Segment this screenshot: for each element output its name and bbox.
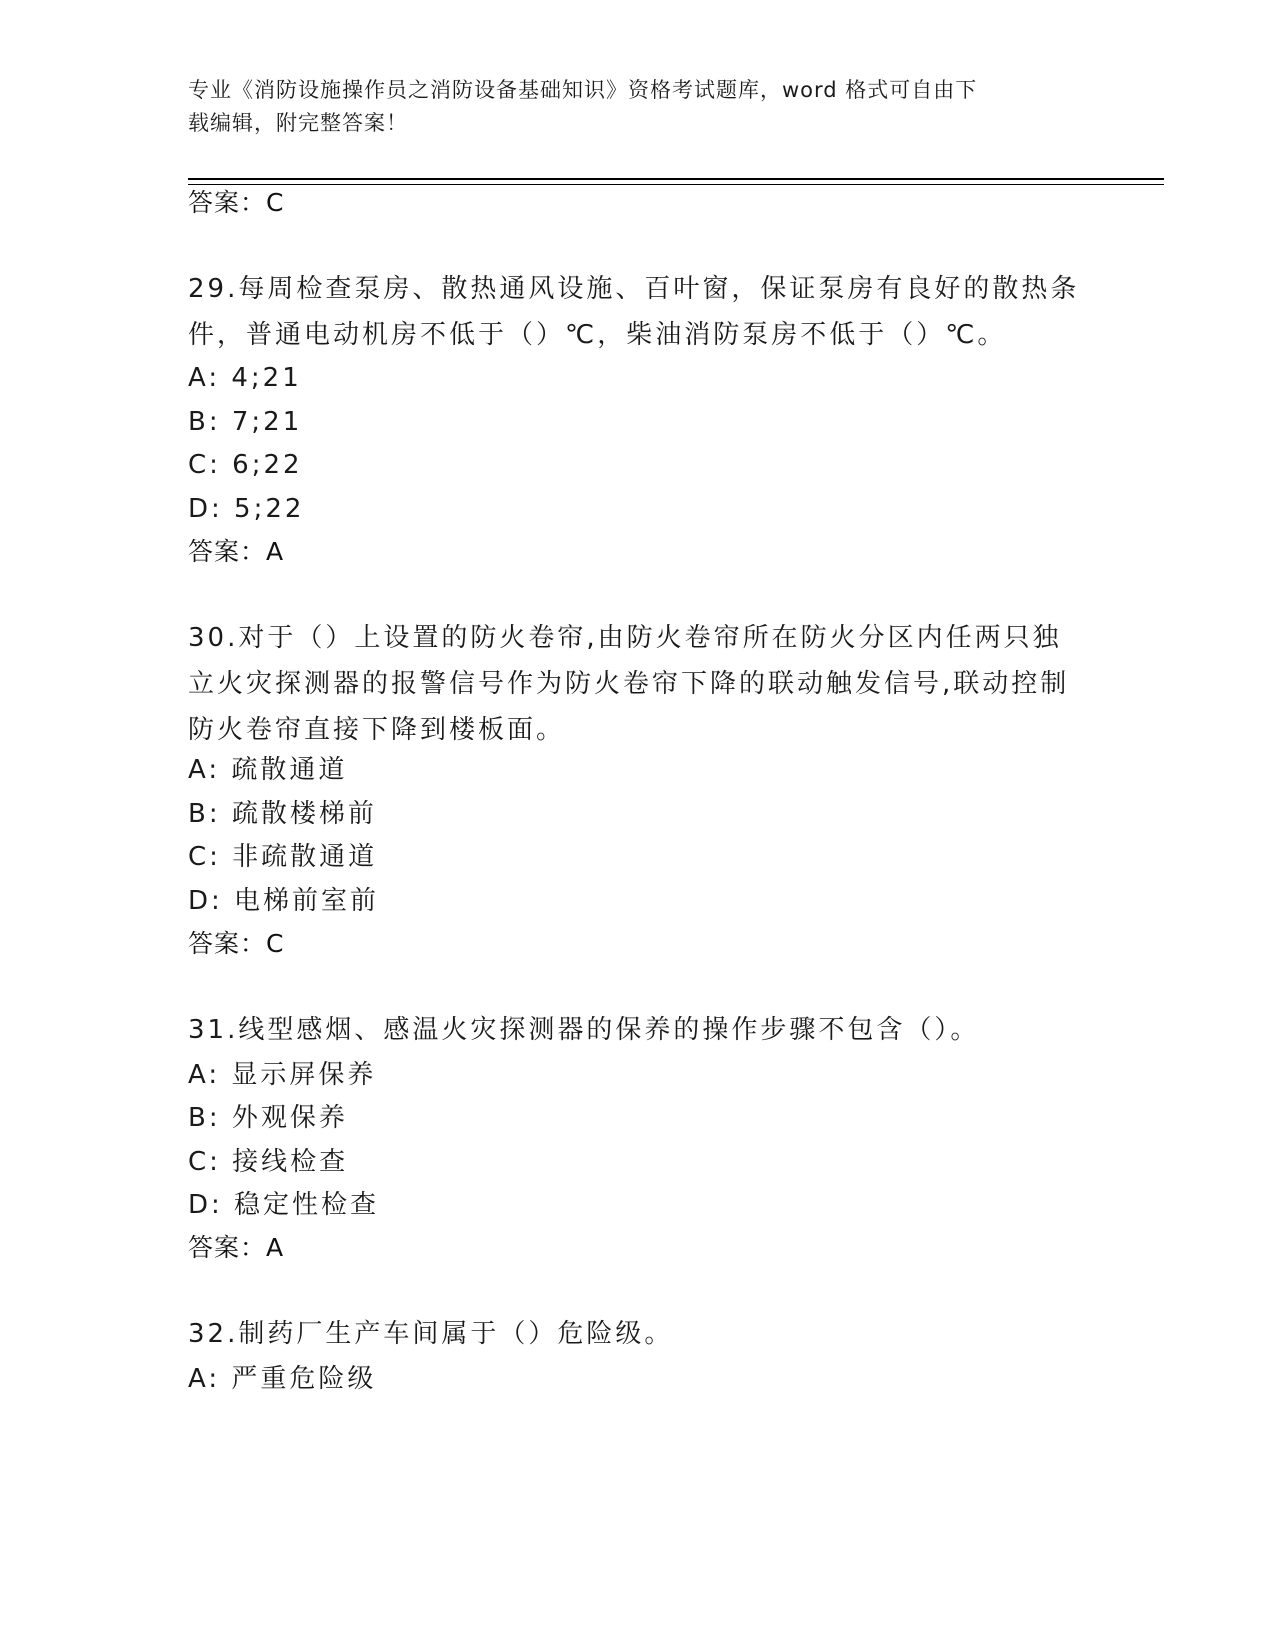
option-b: B: 外观保养 [188, 1103, 348, 1133]
document-header [188, 74, 1088, 140]
option-d: D: 稳定性检查 [188, 1190, 380, 1220]
question-31 [188, 1007, 1088, 1053]
option-a: A: 疏散通道 [188, 755, 348, 785]
header-divider-thick [188, 178, 1164, 180]
question-line: 31.线型感烟、感温火灾探测器的保养的操作步骤不包含（）。 [188, 1015, 980, 1045]
option-d: D: 5;22 [188, 494, 305, 524]
option-a: A: 显示屏保养 [188, 1060, 377, 1090]
question-line: 32.制药厂生产车间属于（）危险级。 [188, 1319, 674, 1349]
option-a: A: 4;21 [188, 363, 302, 393]
question-line: 29.每周检查泵房、散热通风设施、百叶窗，保证泵房有良好的散热条 [188, 274, 1080, 304]
option-a: A: 严重危险级 [188, 1364, 377, 1394]
question-32 [188, 1311, 1088, 1357]
header-line-2: 载编辑，附完整答案！ [188, 111, 408, 135]
answer-29: 答案：A [188, 537, 285, 566]
option-c: C: 6;22 [188, 450, 303, 480]
option-c: C: 非疏散通道 [188, 842, 378, 872]
header-line-1: 专业《消防设施操作员之消防设备基础知识》资格考试题库，word 格式可自由下 [188, 78, 978, 102]
option-b: B: 7;21 [188, 407, 303, 437]
header-divider-thin [188, 184, 1164, 185]
question-line: 件，普通电动机房不低于（）℃，柴油消防泵房不低于（）℃。 [188, 320, 1007, 350]
answer-31: 答案：A [188, 1233, 285, 1262]
question-30 [188, 615, 1088, 753]
question-line: 防火卷帘直接下降到楼板面。 [188, 715, 566, 745]
option-c: C: 接线检查 [188, 1147, 349, 1177]
question-29 [188, 266, 1088, 358]
option-d: D: 电梯前室前 [188, 886, 380, 916]
option-b: B: 疏散楼梯前 [188, 799, 377, 829]
previous-answer: 答案：C [188, 188, 285, 217]
question-line: 30.对于（）上设置的防火卷帘,由防火卷帘所在防火分区内任两只独 [188, 623, 1062, 653]
question-line: 立火灾探测器的报警信号作为防火卷帘下降的联动触发信号,联动控制 [188, 669, 1070, 699]
answer-30: 答案：C [188, 929, 285, 958]
